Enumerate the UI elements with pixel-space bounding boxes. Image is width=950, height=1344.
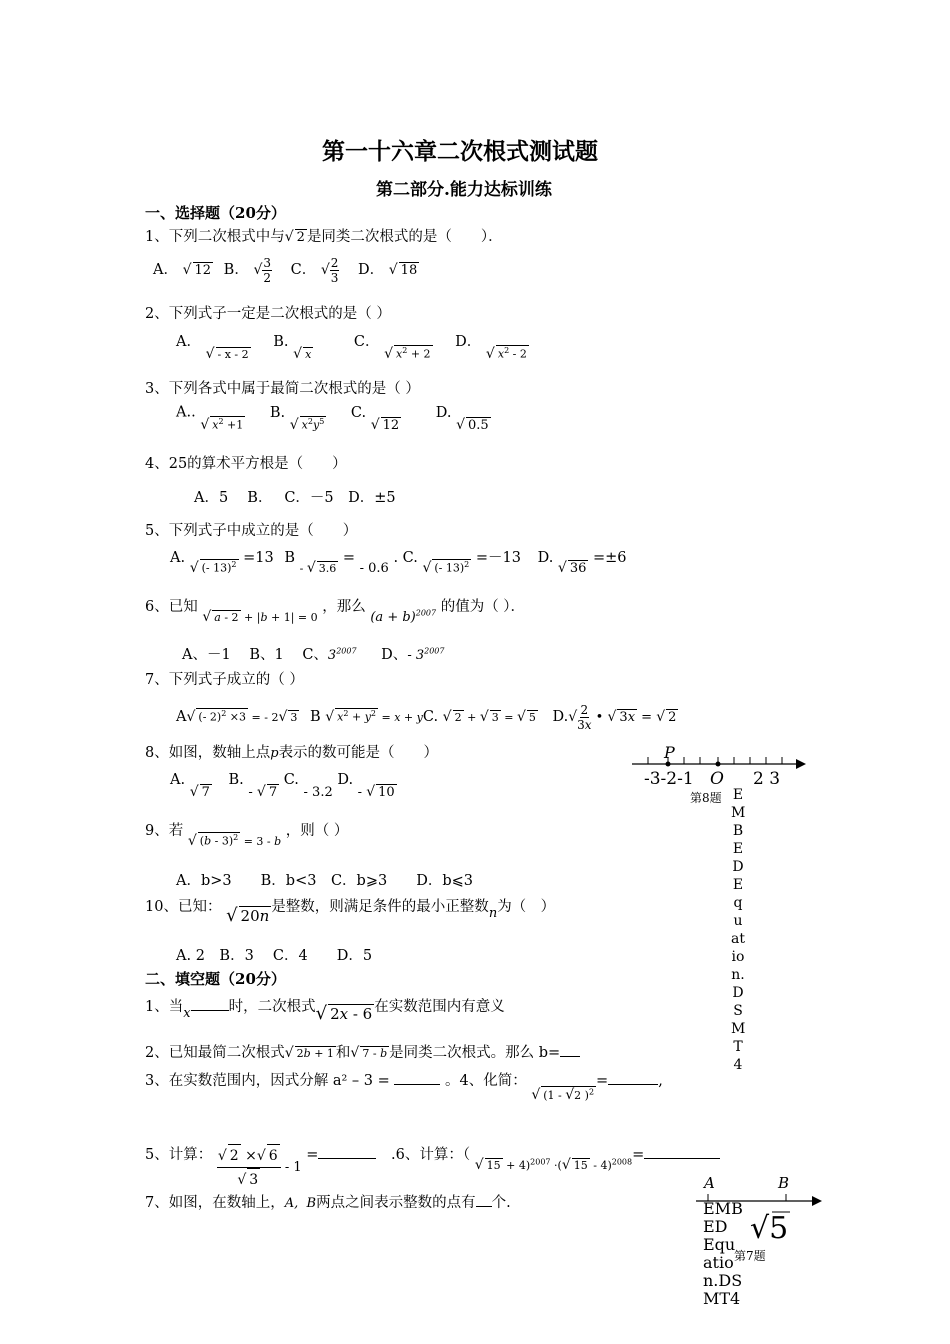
- fill-question-7: [145, 1191, 511, 1212]
- q10-text-c: 为（ ）: [497, 899, 556, 915]
- question-1: [145, 225, 503, 246]
- q6-text-b: ，那么: [322, 599, 366, 615]
- q6-math-expr: $(a + b)^{2007}$: [370, 608, 437, 625]
- q7-option-d: D.: [552, 709, 569, 725]
- f7-sqrt5-sign: √5: [750, 1211, 789, 1246]
- q5-eq-b: =: [342, 550, 356, 566]
- f7-answer-blank[interactable]: [476, 1206, 492, 1207]
- q10-math: √ 20n: [226, 905, 270, 926]
- f1-answer-blank[interactable]: [191, 1010, 229, 1011]
- q1-option-a: A．: [153, 262, 178, 278]
- q5-option-a: A.: [170, 550, 186, 566]
- q8-math-p: p: [270, 746, 279, 761]
- section-heading-choice: 一、选择题（20分）: [145, 204, 286, 222]
- f6-text: .6、计算：（: [391, 1147, 471, 1163]
- f4-math: √ (1 - √2 )2: [531, 1087, 595, 1103]
- q6-math-d: - $3^{2007}$: [407, 646, 445, 663]
- q1-math-d: √ 18: [388, 262, 418, 278]
- page-subtitle: 第二部分.能力达标训练: [376, 180, 552, 200]
- q6-math-c: $3^{2007}$: [327, 646, 357, 663]
- q7-option-a: A: [176, 709, 187, 725]
- q6-text-c: 的值为（ ）．: [440, 599, 526, 615]
- q3-math-b: √ x2y5: [289, 416, 325, 433]
- q8-math-c: - 3.2: [303, 785, 333, 800]
- q8-origin-point: [716, 762, 721, 767]
- f3-answer-blank[interactable]: [394, 1084, 440, 1085]
- f4-comma: ,: [658, 1073, 663, 1089]
- f5-math: $\frac{√ 2 \times√ 6}{√ 3}$ - 1: [217, 1160, 302, 1175]
- q8-label-p: P: [664, 743, 675, 762]
- f5-eq: =: [306, 1147, 319, 1163]
- q8-point-p: [666, 762, 671, 767]
- q1-option-b: B．: [223, 262, 249, 278]
- q6-text-a: 6、已知: [145, 599, 198, 615]
- f7-axis-arrow: [812, 1196, 822, 1206]
- q1-math-c: √ $\frac{2}{3}$: [320, 256, 339, 285]
- q8-label-negatives: -3-2-1: [644, 769, 694, 789]
- f7-math-ab: A, B: [284, 1196, 317, 1211]
- q6-option-d: D、: [381, 647, 408, 663]
- f2-text-b: 和: [335, 1045, 351, 1061]
- section-heading-fill: 二、填空题（20分）: [145, 970, 286, 988]
- q1-text-a: 1、下列二次根式中与: [145, 229, 285, 245]
- question-6: [145, 595, 526, 625]
- f1-text-c: 在实数范围内有意义: [374, 999, 505, 1015]
- q3-option-b: B.: [269, 404, 286, 421]
- question-10: [145, 895, 556, 926]
- question-5: 5、下列式子中成立的是（ ）: [145, 523, 358, 539]
- q8-text-a: 8、如图，数轴上点: [145, 745, 271, 761]
- q5-options: [170, 546, 627, 576]
- q7-option-b: B: [309, 709, 321, 725]
- q7-math-b: √ $x^2 + y^2 = x + y$: [325, 709, 423, 725]
- q3-math-a: √ x2 +1: [200, 416, 244, 433]
- f2-math-a: √ 2b + 1: [284, 1045, 334, 1061]
- q10-math-n: n: [488, 906, 498, 921]
- f2-math-b: √ 7 - b: [350, 1045, 388, 1061]
- q8-number-line-figure: [628, 742, 813, 808]
- f5-text-a: 5、计算：: [145, 1147, 213, 1163]
- q7-math-c: √ 2 + √ 3 = √ 5: [442, 709, 536, 725]
- q1-option-c: C．: [290, 262, 317, 278]
- f6-math: √ 15 + 4)2007 ·(√ 15 - 4)2008: [474, 1157, 633, 1173]
- q10-options: A. 2 B．3 C．4 D．5: [176, 948, 373, 964]
- fill-question-3-4: [145, 1069, 663, 1103]
- q5-math-b-rhs: - 0.6: [359, 561, 389, 576]
- q5-math-b: - √ 3.6: [299, 560, 337, 576]
- q1-text-b: 是同类二次根式的是（ ）．: [306, 229, 503, 245]
- f6-eq: =: [632, 1147, 645, 1163]
- q6-option-b: B、1: [249, 647, 284, 663]
- q3-math-c: √ 12: [370, 416, 400, 433]
- question-3: 3、下列各式中属于最简二次根式的是（ ）: [145, 381, 420, 397]
- f5-answer-blank[interactable]: [318, 1158, 376, 1159]
- q2-option-c: C．: [353, 334, 380, 350]
- q3-math-d: √ 0.5: [456, 416, 489, 433]
- q7-options: [176, 703, 678, 732]
- f7-embed-placeholder: EMBED Equation.DSMT4: [703, 1199, 743, 1308]
- q9-options: A．b>3 B．b<3 C．b⩾3 D．b⩽3: [176, 873, 473, 889]
- q1-options: [153, 256, 419, 285]
- q2-options: [176, 330, 529, 362]
- q8-axis-arrow: [796, 759, 806, 769]
- q7-math-a: √ (- 2)$^2$ ×3 = - 2√ 3: [186, 709, 298, 725]
- question-2: 2、下列式子一定是二次根式的是（ ）: [145, 306, 391, 322]
- fill-question-5-6: [145, 1132, 720, 1188]
- f4-answer-blank[interactable]: [608, 1084, 658, 1085]
- q3-option-c: C.: [350, 404, 367, 421]
- q5-option-d: D.: [537, 550, 554, 566]
- q2-math-d: √ x2 - 2: [485, 346, 527, 362]
- q5-eq-a: =13: [243, 550, 274, 566]
- q8-math-b: - √ 7: [248, 784, 278, 800]
- q9-text-a: 9、若: [145, 823, 184, 839]
- f2-text-c: 是同类二次根式。那么 b=: [389, 1045, 561, 1061]
- q6-math-condition: √ a - 2 + |b + 1| = 0: [202, 609, 318, 625]
- question-8: [145, 741, 438, 762]
- f1-text-a: 1、当: [145, 999, 184, 1015]
- f2-text-a: 2、已知最简二次根式: [145, 1045, 285, 1061]
- f7-caption: 第7题: [734, 1249, 766, 1263]
- q3-options: [176, 404, 491, 433]
- q1-math-b: √ $\frac{3}{2}$: [253, 256, 271, 285]
- f6-answer-blank[interactable]: [644, 1158, 720, 1159]
- q5-eq-d: =±6: [593, 550, 627, 566]
- q6-option-c: C、: [302, 647, 328, 663]
- f7-label-b: B: [778, 1174, 790, 1192]
- q10-text-a: 10、已知：: [145, 899, 222, 915]
- q8-option-a: A.: [170, 772, 186, 788]
- q1-option-d: D．: [358, 262, 385, 278]
- q3-option-a: A..: [176, 404, 196, 421]
- q5-math-c: √ (- 13)2: [422, 560, 470, 576]
- q7-math-d: √ $\frac{2}{3x}$ • √ 3x = √ 2: [568, 703, 677, 732]
- q9-math: √ (b - 3)2 = 3 - b: [187, 833, 282, 849]
- q5-eq-c: =－13: [475, 550, 521, 566]
- f2-answer-blank[interactable]: [560, 1056, 580, 1057]
- page-title: 第一十六章二次根式测试题: [322, 138, 598, 165]
- q8-option-d: D.: [337, 772, 354, 788]
- f7-label-a: A: [704, 1174, 715, 1192]
- q2-math-b: √ x: [293, 346, 312, 362]
- q2-option-d: D．: [455, 334, 482, 350]
- f7-text-b: 两点之间表示整数的点有: [316, 1195, 476, 1211]
- q8-option-b: B.: [228, 772, 244, 788]
- f3-text-a: 3、在实数范围内，因式分解 a² – 3 =: [145, 1073, 390, 1089]
- f4-eq: =: [596, 1073, 609, 1089]
- q3-option-d: D.: [435, 404, 452, 421]
- q4-options: A．5 B． C．－5 D．±5: [194, 490, 396, 506]
- embed-placeholder-vertical: EMBED Equation.DSMT4: [731, 787, 746, 1073]
- fill-question-1: [145, 995, 505, 1024]
- q5-math-d: √ 36: [557, 560, 587, 576]
- q2-option-b: B.: [273, 334, 289, 350]
- question-4: 4、25的算术平方根是（ ）: [145, 456, 347, 472]
- q8-math-d: - √ 10: [357, 784, 395, 800]
- question-7: 7、下列式子成立的（ ）: [145, 672, 304, 688]
- q9-text-b: ，则（ ）: [285, 823, 349, 839]
- q8-text-b: 表示的数可能是（ ）: [278, 745, 439, 761]
- q2-math-a: √ - x - 2: [205, 346, 249, 362]
- fill-question-2: [145, 1041, 580, 1062]
- q6-option-a: A、－1: [182, 647, 231, 663]
- f1-math-root: √ 2x - 6: [315, 1003, 373, 1024]
- q8-options: [170, 772, 397, 800]
- q2-option-a: A．: [176, 334, 201, 350]
- q10-text-b: 是整数，则满足条件的最小正整数: [271, 899, 489, 915]
- f1-text-b: 时，二次根式: [228, 999, 316, 1015]
- q8-label-positives: 2 3: [753, 769, 781, 789]
- q1-math: √ 2: [284, 229, 305, 245]
- q8-option-c: C.: [283, 772, 299, 788]
- q5-option-b: B: [284, 550, 295, 566]
- f4-text-b: 。4、化简：: [444, 1073, 527, 1089]
- question-9: [145, 819, 349, 849]
- q2-math-c: √ x2 + 2: [384, 346, 431, 362]
- q5-math-a: √ (- 13)2: [189, 560, 237, 576]
- q6-options: [182, 643, 444, 664]
- q7-option-c: C.: [422, 709, 439, 725]
- q8-math-a: √ 7: [189, 784, 210, 800]
- q5-option-c: . C.: [393, 550, 418, 566]
- q1-math-a: √ 12: [182, 262, 212, 278]
- q8-label-origin: O: [710, 769, 724, 789]
- f7-text-c: 个.: [491, 1195, 511, 1211]
- f1-math-x: x: [183, 1006, 191, 1021]
- q8-caption: 第8题: [690, 791, 722, 805]
- f7-text-a: 7、如图，在数轴上，: [145, 1195, 285, 1211]
